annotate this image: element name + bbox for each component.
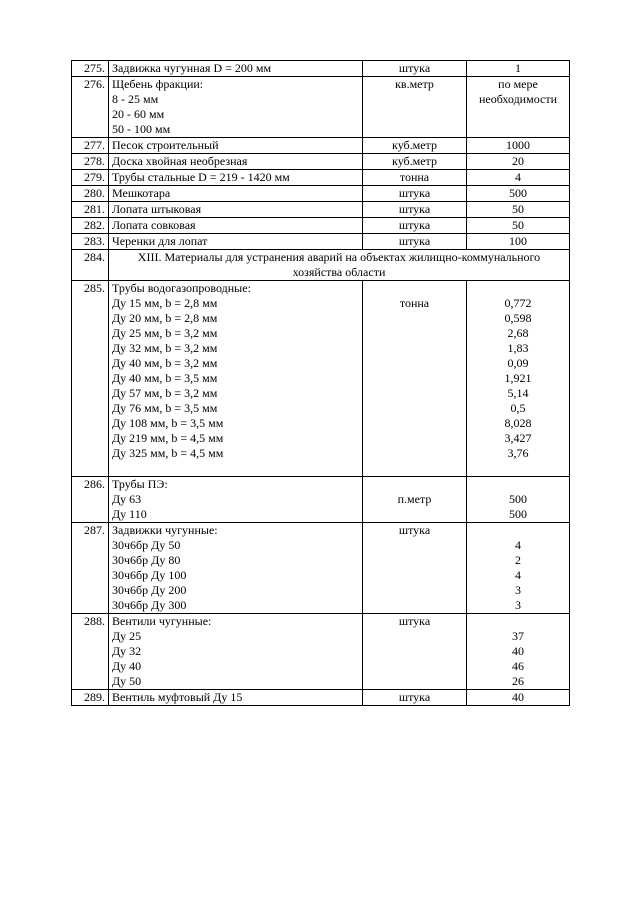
section-heading: XIII. Материалы для устранения аварий на объектах жилищно-коммунального хозяйства области xyxy=(109,250,570,281)
item-quantity: 100 xyxy=(467,234,570,250)
item-quantity: 1 xyxy=(467,61,570,77)
row-number: 280. xyxy=(72,186,109,202)
table-row xyxy=(72,218,570,234)
table-row xyxy=(72,61,570,77)
table-row xyxy=(72,477,570,523)
item-quantity: 37 40 46 26 xyxy=(467,614,570,690)
item-unit: штука xyxy=(363,186,467,202)
row-number: 286. xyxy=(72,477,109,523)
row-number: 285. xyxy=(72,281,109,477)
item-name: Вентиль муфтовый Ду 15 xyxy=(109,690,363,706)
item-unit: куб.метр xyxy=(363,138,467,154)
row-number: 283. xyxy=(72,234,109,250)
item-unit: тонна xyxy=(363,281,467,477)
item-unit: штука xyxy=(363,614,467,690)
row-number: 281. xyxy=(72,202,109,218)
item-unit: штука xyxy=(363,202,467,218)
item-name: Песок строительный xyxy=(109,138,363,154)
table-row xyxy=(72,690,570,706)
item-name: Трубы стальные D = 219 - 1420 мм xyxy=(109,170,363,186)
table-row xyxy=(72,186,570,202)
item-quantity: 0,772 0,598 2,68 1,83 0,09 1,921 5,14 0,5 8,028 3,427 3,76 xyxy=(467,281,570,477)
item-name: Черенки для лопат xyxy=(109,234,363,250)
row-number: 275. xyxy=(72,61,109,77)
item-unit: штука xyxy=(363,690,467,706)
row-number: 289. xyxy=(72,690,109,706)
group-title: Задвижки чугунные: xyxy=(112,523,218,537)
group-title: Трубы водогазопроводные: xyxy=(112,281,251,295)
item-unit: штука xyxy=(363,234,467,250)
item-name: Доска хвойная необрезная xyxy=(109,154,363,170)
item-name: Мешкотара xyxy=(109,186,363,202)
item-quantity: 50 xyxy=(467,218,570,234)
item-name: Лопата совковая xyxy=(109,218,363,234)
item-name: Трубы водогазопроводные: Ду 15 мм, b = 2,8 мм Ду 20 мм, b = 2,8 мм Ду 25 мм, b = 3,2 мм Ду 32 мм, b = 3,2 мм Ду 40 мм, b = 3,2 мм Ду 40 мм, b = 3,5 мм Ду 57 мм, b = 3,2 мм Ду 76 мм, b = 3,5 мм Ду 108 мм, b = 3,5 мм Ду 219 мм, b = 4,5 мм Ду 325 мм, b = 4,5 мм xyxy=(109,281,363,477)
table-row xyxy=(72,523,570,614)
table-row xyxy=(72,170,570,186)
item-quantity: 1000 xyxy=(467,138,570,154)
item-name: Лопата штыковая xyxy=(109,202,363,218)
item-name: Задвижки чугунные: 30ч6бр Ду 50 30ч6бр Ду 80 30ч6бр Ду 100 30ч6бр Ду 200 30ч6бр Ду 300 xyxy=(109,523,363,614)
table-row xyxy=(72,154,570,170)
item-unit: штука xyxy=(363,523,467,614)
materials-table xyxy=(71,60,570,706)
item-unit: п.метр xyxy=(363,477,467,523)
row-number: 278. xyxy=(72,154,109,170)
item-unit: кв.метр xyxy=(363,77,467,138)
row-number: 277. xyxy=(72,138,109,154)
item-unit: штука xyxy=(363,61,467,77)
row-number: 284. xyxy=(72,250,109,281)
table-row xyxy=(72,77,570,138)
table-row xyxy=(72,202,570,218)
item-quantity: 4 xyxy=(467,170,570,186)
item-unit: штука xyxy=(363,218,467,234)
item-quantity: 20 xyxy=(467,154,570,170)
item-name: Вентили чугунные: Ду 25 Ду 32 Ду 40 Ду 50 xyxy=(109,614,363,690)
item-unit: тонна xyxy=(363,170,467,186)
item-name: Трубы ПЭ: Ду 63 Ду 110 xyxy=(109,477,363,523)
item-quantity: 40 xyxy=(467,690,570,706)
table-row xyxy=(72,614,570,690)
table-row xyxy=(72,234,570,250)
row-number: 282. xyxy=(72,218,109,234)
item-name: Задвижка чугунная D = 200 мм xyxy=(109,61,363,77)
section-row xyxy=(72,250,570,281)
table-row xyxy=(72,281,570,477)
item-quantity: 500 500 xyxy=(467,477,570,523)
row-number: 279. xyxy=(72,170,109,186)
item-name: Щебень фракции: 8 - 25 мм 20 - 60 мм 50 - 100 мм xyxy=(109,77,363,138)
row-number: 288. xyxy=(72,614,109,690)
row-number: 287. xyxy=(72,523,109,614)
row-number: 276. xyxy=(72,77,109,138)
item-quantity: 500 xyxy=(467,186,570,202)
item-quantity: по мере необходимости xyxy=(467,77,570,138)
item-quantity: 50 xyxy=(467,202,570,218)
item-quantity: 4 2 4 3 3 xyxy=(467,523,570,614)
group-title: Трубы ПЭ: xyxy=(112,477,168,491)
item-unit: куб.метр xyxy=(363,154,467,170)
table-row xyxy=(72,138,570,154)
group-title: Вентили чугунные: xyxy=(112,614,212,628)
